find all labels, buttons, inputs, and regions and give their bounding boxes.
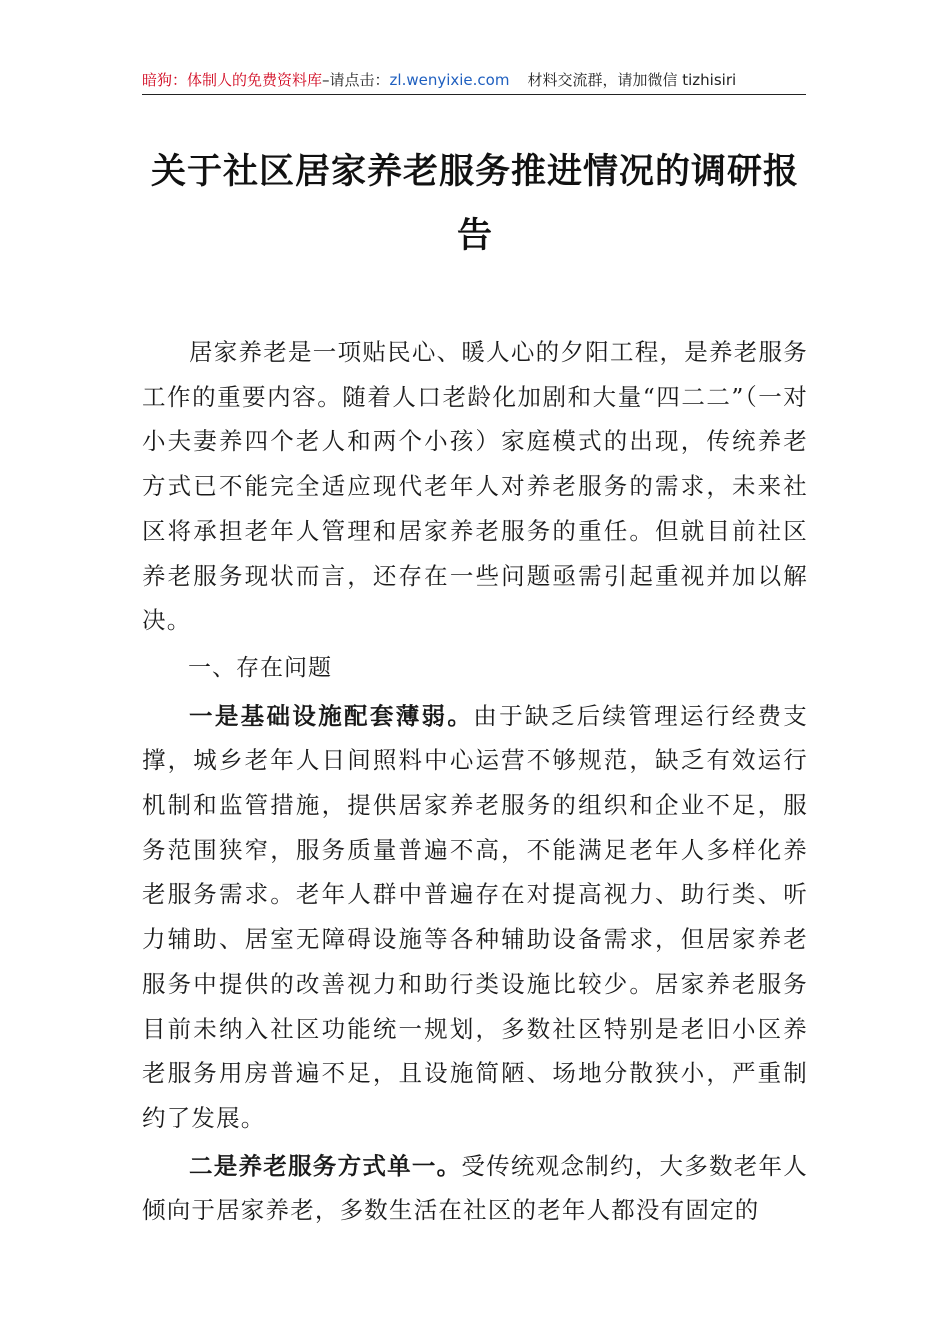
point-lead-2: 二是养老服务方式单一。 [189,1151,462,1180]
document-body [142,330,808,1233]
section-heading: 一、存在问题 [188,654,332,681]
intro-paragraph: 居家养老是一项贴民心、暖人心的夕阳工程，是养老服务工作的重要内容。随着人口老龄化加剧和大量“四二二”（一对小夫妻养四个老人和两个小孩）家庭模式的出现，传统养老方式已不能完全适应现代老年人对养老服务的需求，未来社区将承担老年人管理和居家养老服务的重任。但就目前社区养老服务现状而言，还存在一些问题亟需引起重视并加以解决。 [142,338,808,635]
point-body-1: 由于缺乏后续管理运行经费支撑，城乡老年人日间照料中心运营不够规范，缺乏有效运行机制和监管措施，提供居家养老服务的组织和企业不足，服务范围狭窄，服务质量普遍不高，不能满足老年人多样化养老服务需求。老年人群中普遍存在对提高视力、助行类、听力辅助、居室无障碍设施等各种辅助设备需求，但居家养老服务中提供的改善视力和助行类设施比较少。居家养老服务目前未纳入社区功能统一规划，多数社区特别是老旧小区养老服务用房普遍不足，且设施简陋、场地分散狭小，严重制约了发展。 [142,701,808,1132]
header-link-prefix: –请点击： [322,71,390,89]
header-wechat-note: 材料交流群，请加微信 tizhisiri [527,71,737,89]
point-paragraph-2 [142,1144,808,1233]
header-brand: 暗狗：体制人的免费资料库 [142,71,323,89]
point-paragraph-1 [142,694,808,1141]
point-body-2: 受传统观念制约，大多数老年人倾向于居家养老，多数生活在社区的老年人都没有固定的 [142,1151,808,1225]
point-lead-1: 一是基础设施配套薄弱。 [189,701,474,730]
source-header [142,66,806,95]
header-link[interactable]: zl.wenyixie.com [389,71,510,89]
document-title: 关于社区居家养老服务推进情况的调研报告 [150,151,799,256]
